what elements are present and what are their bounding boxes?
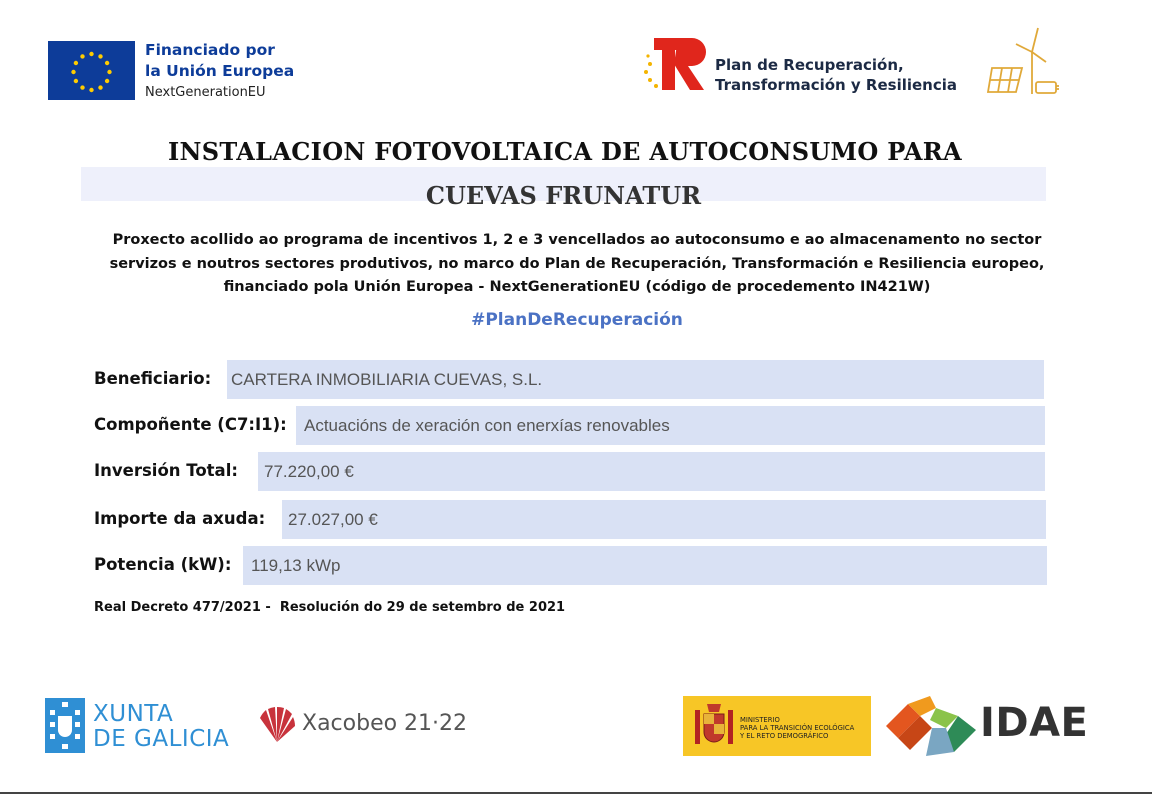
- total-investment-label: Inversión Total:: [94, 461, 238, 480]
- title-line-1: INSTALACION FOTOVOLTAICA DE AUTOCONSUMO PARA: [168, 137, 962, 166]
- beneficiary-label: Beneficiario:: [94, 369, 212, 388]
- eu-line-1: Financiado por: [145, 41, 275, 59]
- total-investment-value: 77.220,00 €: [264, 462, 354, 481]
- xacobeo-shell-icon: [258, 704, 296, 744]
- total-investment-field: [258, 452, 1045, 491]
- ministerio-text: [740, 716, 870, 740]
- idae-logo-icon: [886, 696, 976, 756]
- solar-wind-battery-icon: [986, 24, 1062, 98]
- idae-text: IDAE: [980, 700, 1089, 746]
- component-label: Compoñente (C7:I1):: [94, 415, 287, 434]
- prtr-logo-icon: [642, 36, 710, 94]
- ministerio-line-1: MINISTERIO: [740, 716, 780, 724]
- eu-flag-icon: [48, 41, 135, 100]
- xunta-line-2: DE GALICIA: [93, 726, 230, 752]
- hashtag: #PlanDeRecuperación: [471, 310, 683, 330]
- beneficiary-field: [227, 360, 1044, 399]
- aid-amount-label: Importe da axuda:: [94, 509, 266, 528]
- beneficiary-value: CARTERA INMOBILIARIA CUEVAS, S.L.: [231, 370, 543, 389]
- power-label: Potencia (kW):: [94, 555, 232, 574]
- component-field: [296, 406, 1045, 445]
- power-field: [243, 546, 1047, 585]
- prtr-text: [715, 55, 975, 95]
- ministerio-line-3: Y EL RETO DEMOGRÁFICO: [740, 732, 829, 740]
- title-line-2: CUEVAS FRUNATUR: [425, 181, 702, 210]
- prtr-line-1: Plan de Recuperación,: [715, 56, 904, 74]
- xunta-line-1: XUNTA: [93, 701, 174, 727]
- power-value: 119,13 kWp: [251, 556, 341, 575]
- xunta-text: [93, 702, 229, 752]
- aid-amount-field: [282, 500, 1046, 539]
- eu-funding-text: [145, 40, 345, 104]
- legal-footnote: Real Decreto 477/2021 - Resolución do 29 de setembro de 2021: [94, 600, 566, 615]
- ministerio-line-2: PARA LA TRANSICIÓN ECOLÓGICA: [740, 724, 855, 732]
- xunta-shield-icon: [45, 698, 85, 753]
- spain-coat-of-arms-icon: [693, 700, 735, 752]
- prtr-line-2: Transformación y Resiliencia: [715, 76, 958, 94]
- aid-amount-value: 27.027,00 €: [288, 510, 378, 529]
- eu-line-2: la Unión Europea: [145, 62, 295, 80]
- xacobeo-text: Xacobeo 21·22: [302, 711, 468, 736]
- project-description: Proxecto acollido ao programa de incentivos 1, 2 e 3 vencellados ao autoconsumo e ao almacenamento no sector servizos e noutros sectores produtivos, no marco do Plan de Recuperación, Transformación e Resiliencia europeo, financiado pola Unión Europea - NextGenerationEU (código de procedemento IN421W): [109, 232, 1045, 295]
- component-value: Actuacións de xeración con enerxías renovables: [304, 416, 670, 435]
- eu-line-3: NextGenerationEU: [145, 85, 266, 100]
